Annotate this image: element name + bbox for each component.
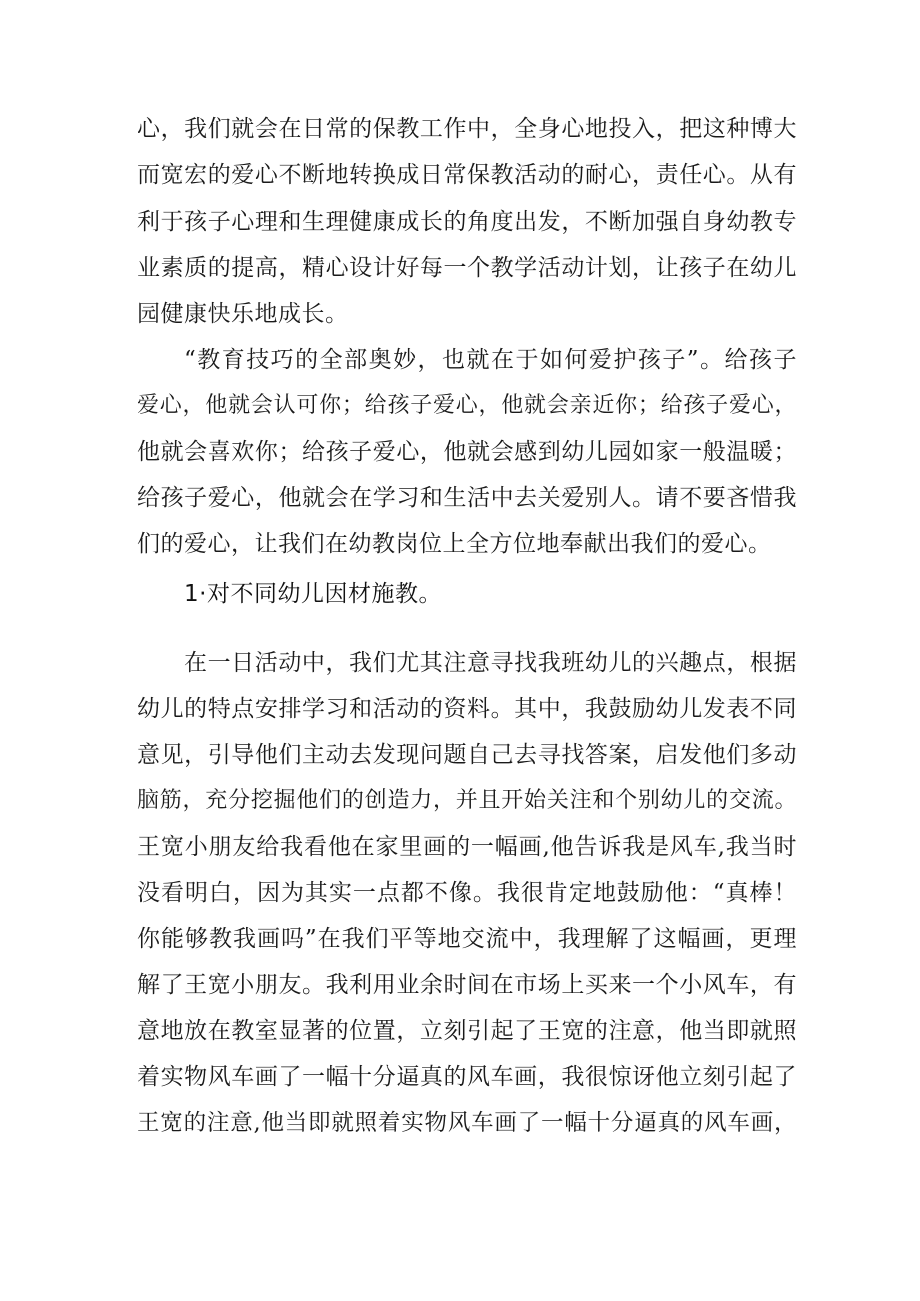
paragraph-3-line-1: 在一日活动中，我们尤其注意寻找我班幼儿的兴趣点，根据 — [184, 650, 797, 676]
paragraph-2-line-4: 给孩子爱心，他就会在学习和生活中去关爱别人。请不要吝惜我 — [137, 485, 797, 511]
section-heading: 1·对不同幼儿因材施教。 — [184, 581, 442, 607]
paragraph-3-line-7: 你能够教我画吗”在我们平等地交流中，我理解了这幅画，更理 — [137, 926, 797, 952]
paragraph-2-line-1: “教育技巧的全部奥妙，也就在于如何爱护孩子”。给孩子 — [184, 347, 797, 373]
paragraph-2-line-2: 爱心，他就会认可你；给孩子爱心，他就会亲近你；给孩子爱心， — [137, 393, 797, 418]
paragraph-1-line-3: 利于孩子心理和生理健康成长的角度出发，不断加强自身幼教专 — [137, 209, 797, 235]
paragraph-3-line-4: 脑筋，充分挖掘他们的创造力，并且开始关注和个别幼儿的交流。 — [137, 788, 797, 813]
paragraph-1-line-5: 园健康快乐地成长。 — [137, 301, 349, 327]
paragraph-3-line-11: 王宽的注意,他当即就照着实物风车画了一幅十分逼真的风车画， — [137, 1110, 797, 1136]
paragraph-1-line-1: 心，我们就会在日常的保教工作中，全身心地投入，把这种博大 — [137, 116, 797, 142]
paragraph-3-line-3: 意见，引导他们主动去发现问题自己去寻找答案，启发他们多动 — [137, 742, 797, 768]
paragraph-3-line-8: 解了王宽小朋友。我利用业余时间在市场上买来一个小风车，有 — [137, 972, 797, 998]
paragraph-3-line-5: 王宽小朋友给我看他在家里画的一幅画,他告诉我是风车,我当时 — [137, 834, 797, 860]
paragraph-2-line-5: 们的爱心，让我们在幼教岗位上全方位地奉献出我们的爱心。 — [137, 531, 772, 557]
paragraph-3-line-6: 没看明白，因为其实一点都不像。我很肯定地鼓励他：“真棒！ — [137, 880, 797, 906]
paragraph-1-line-4: 业素质的提高，精心设计好每一个教学活动计划，让孩子在幼儿 — [137, 255, 797, 281]
paragraph-1-line-2: 而宽宏的爱心不断地转换成日常保教活动的耐心，责任心。从有 — [137, 162, 797, 188]
paragraph-3-line-2: 幼儿的特点安排学习和活动的资料。其中，我鼓励幼儿发表不同 — [137, 696, 797, 722]
paragraph-3-line-9: 意地放在教室显著的位置，立刻引起了王宽的注意，他当即就照 — [137, 1018, 797, 1044]
paragraph-3-line-10: 着实物风车画了一幅十分逼真的风车画，我很惊讶他立刻引起了 — [137, 1064, 797, 1090]
paragraph-2-line-3: 他就会喜欢你；给孩子爱心，他就会感到幼儿园如家一般温暖； — [137, 439, 797, 465]
